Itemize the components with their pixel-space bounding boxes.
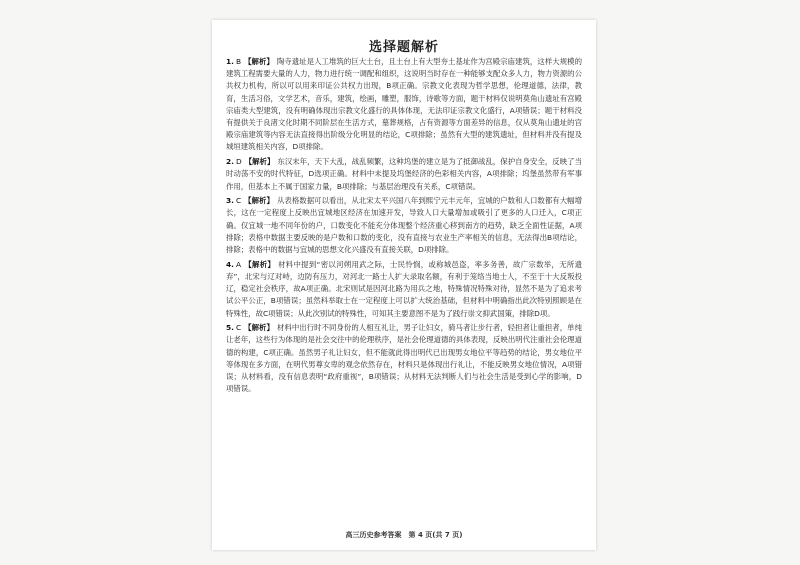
item-tag: 【解析】 (244, 196, 274, 206)
item-tag: 【解析】 (244, 157, 275, 167)
page-footer: 高三历史参考答案 第 4 页(共 7 页) (345, 531, 463, 539)
answer-list (226, 56, 582, 398)
answer-item-4 (226, 259, 582, 320)
item-tag: 【解析】 (244, 323, 274, 333)
answer-item-1 (226, 56, 582, 154)
answer-item-3 (226, 195, 582, 256)
item-text: 东汉末年，天下大乱，战乱频繁，这种坞堡的建立是为了抵御战乱，保护自身安全，反映了当时动荡不安的时代特征，D选项正确。材料中未提及坞堡经济的色彩相关内容，A项排除；坞堡虽然带有军事作用，但基本上不属于国家力量，B项排除；与基层治理没有关系，C项错误。 (226, 157, 582, 191)
item-tag: 【解析】 (244, 57, 274, 66)
item-number: 1. (226, 57, 234, 66)
item-number: 4. (226, 259, 234, 269)
item-number: 3. (226, 196, 234, 206)
document-sheet (212, 20, 596, 550)
answer-item-5 (226, 322, 582, 395)
item-text: 陶寺遗址是人工堆筑的巨大土台，且土台上有大型夯土基址作为宫殿宗庙建筑，这样大规模的建筑工程需要大量的人力，物力进行统一调配和组织，这说明当时存在一种能够支配众多人力，物力资源的公共权力机构，所以可以用来印证公共权力出现，B项正确。宗教文化表现为哲学思想，伦理道德，法律，教育，生活习俗，文学艺术，音乐，建筑，绘画，雕塑，服饰，诗歌等方面，题干材料仅说明莫角山遗址有宫殿宗庙类大型建筑，没有明确体现出宗教文化盛行的具体体现，无法印证宗教文化盛行，A项错误；题干材料没有提供关于良渚文化时期不同阶层在生活方式，墓葬规格，占有资源等方面差异的信息，仅从莫角山遗址的宫殿宗庙建筑等内容无法直接得出阶级分化明显的结论，C项排除；虽然有大型的建筑遗址，但材料并没有提及城垣建筑相关内容，D项排除。 (226, 57, 582, 152)
item-answer: A (235, 259, 242, 269)
item-tag: 【解析】 (244, 259, 276, 269)
item-text: 从表格数据可以看出，从北宋太平兴国八年到熙宁元丰元年，宜城的户数和人口数都有大幅增长，这在一定程度上反映出宜城地区经济在加速开发，导致人口大量增加或吸引了更多的人口迁入，C项正确。仅宜城一地不同年份的户，口数变化不能充分体现整个经济重心移到南方的趋势，缺乏全面性证据，A项排除；表格中数据主要反映的是户数和口数的变化，没有直接与农业生产率相关的信息，无法得出B项结论，排除；表格中的数据与宜城的思想文化兴盛没有直接关联，D项排除。 (226, 196, 582, 255)
item-number: 2. (226, 157, 234, 167)
item-answer: C (235, 323, 242, 333)
item-number: 5. (226, 323, 234, 333)
item-text: 材料中出行时不同身份的人相互礼让，男子让妇女，骑马者让步行者，轻担者让重担者，单纯让老年，这些行为体现的是社会交往中的伦理秩序，是社会伦理道德的具体表现，反映出明代注重社会伦理道德的构建，C项正确。虽然男子礼让妇女，但不能就此得出明代已出现男女地位平等趋势的结论，男女地位平等体现在多方面，在明代男尊女卑的观念依然存在，材料只是体现出行礼让，不能反映男女地位情况，A项错误；从材料看，没有信息表明“政府重视”，B项错误；从材料无法判断人们与社会生活是受到心学的影响，D项错误。 (226, 323, 582, 394)
item-answer: B (235, 57, 242, 66)
document-title: 选择题解析 (368, 40, 439, 55)
item-answer: C (235, 196, 242, 206)
item-text: 材料中提到“密以河朔用武之际，士民怜悯，或称城邑盗，率多务善，故广宗数举，无所遗弃”，北宋与辽对峙，边防有压力，对河北一路士人扩大录取名额，有利于笼络当地士人，不至于十大反叛投辽，稳定社会秩序，故A项正确。北宋则试是因河北路为用兵之地，特殊情况特殊对待，显然不是为了追求考试公平公正，B项错误；虽然科举取士在一定程度上可以扩大统治基础，但材料中明确指出此次特别照顾是在特殊性，故C项错误；从此次别试的特殊性，可知其主要意图不是为了践行崇文抑武国策，排除D项。 (226, 259, 582, 318)
answer-item-2 (226, 156, 582, 193)
item-answer: D (235, 157, 242, 167)
